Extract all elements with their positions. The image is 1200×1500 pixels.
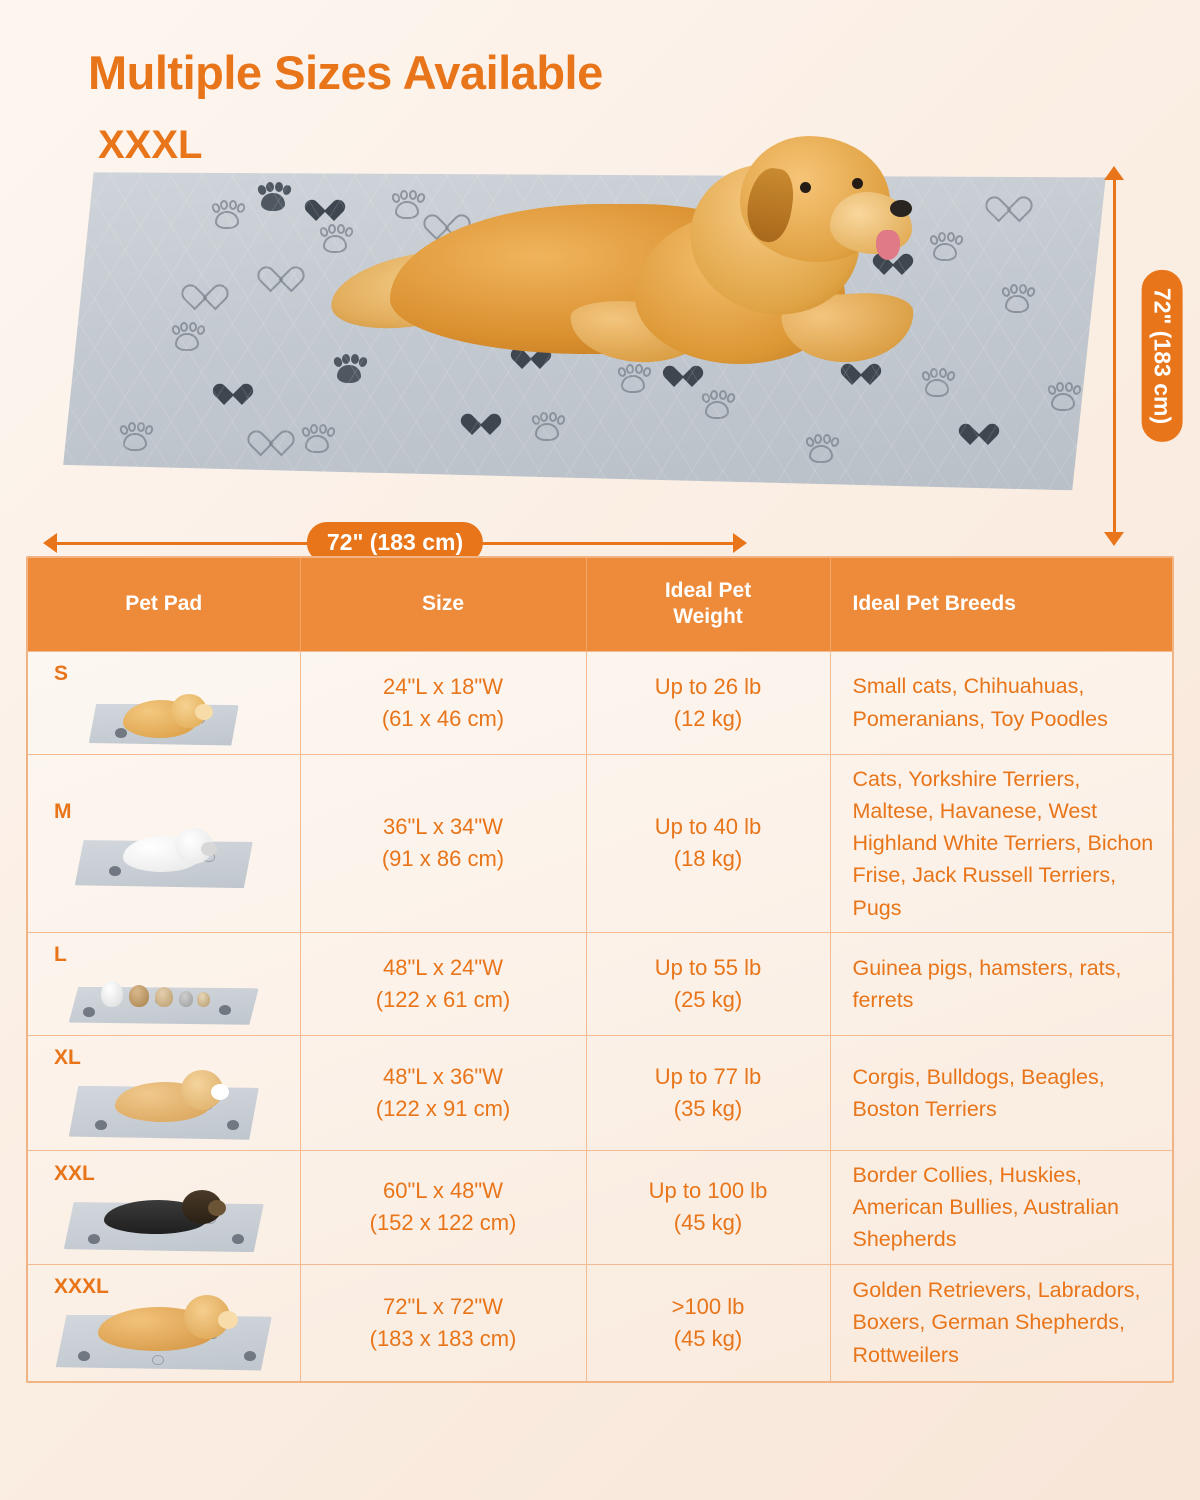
column-header-breeds: Ideal Pet Breeds <box>830 558 1172 651</box>
table-row <box>28 1035 1172 1150</box>
weight-line-2: (45 kg) <box>673 1210 743 1236</box>
weight-line-2: (35 kg) <box>673 1095 743 1121</box>
breeds-text: Cats, Yorkshire Terriers, Maltese, Havanese, West Highland White Terriers, Bichon Frise, Jack Russell Terriers, Pugs <box>852 766 1154 920</box>
height-dimension <box>1082 176 1176 536</box>
size-line-2: (91 x 86 cm) <box>381 846 505 872</box>
cell-breeds <box>830 1150 1172 1264</box>
size-code-label: XL <box>54 1045 81 1069</box>
column-header-weight <box>586 558 830 651</box>
size-line-1: 36"L x 34"W <box>383 814 503 840</box>
size-line-2: (61 x 46 cm) <box>381 705 505 731</box>
arrow-right-icon <box>733 533 747 553</box>
cell-breeds <box>830 932 1172 1035</box>
width-dimension-label: 72" (183 cm) <box>307 522 483 563</box>
breeds-text: Border Collies, Huskies, American Bullies, Australian Shepherds <box>852 1162 1119 1252</box>
size-code-label: XXL <box>54 1162 95 1186</box>
cell-pad-thumb <box>28 1150 300 1264</box>
cell-size <box>300 651 586 754</box>
size-code-label: S <box>54 661 69 685</box>
column-header-weight-line2: Weight <box>673 605 743 629</box>
weight-line-1: Up to 26 lb <box>654 673 762 699</box>
weight-line-2: (25 kg) <box>673 986 743 1012</box>
table-row <box>28 754 1172 932</box>
size-line-2: (122 x 61 cm) <box>375 986 511 1012</box>
column-header-pet-pad: Pet Pad <box>28 558 300 651</box>
cell-size <box>300 1264 586 1381</box>
table-row <box>28 1264 1172 1381</box>
cell-pad-thumb <box>28 651 300 754</box>
pad-thumbnail-xxl <box>64 1188 264 1254</box>
page-title: Multiple Sizes Available <box>88 46 603 99</box>
weight-line-1: Up to 100 lb <box>648 1178 768 1204</box>
weight-line-1: Up to 40 lb <box>654 814 762 840</box>
cell-weight <box>586 932 830 1035</box>
table-row <box>28 651 1172 754</box>
cell-weight <box>586 1264 830 1381</box>
weight-line-1: Up to 77 lb <box>654 1063 762 1089</box>
weight-line-2: (12 kg) <box>673 705 743 731</box>
cell-weight <box>586 1035 830 1150</box>
breeds-text: Corgis, Bulldogs, Beagles, Boston Terriers <box>852 1064 1105 1121</box>
pad-thumbnail-l <box>69 969 259 1027</box>
breeds-text: Small cats, Chihuahuas, Pomeranians, Toy Poodles <box>852 674 1108 731</box>
cell-pad-thumb <box>28 932 300 1035</box>
size-chart-table <box>26 556 1174 1383</box>
cell-pad-thumb <box>28 754 300 932</box>
golden-retriever-illustration <box>390 134 910 394</box>
size-line-2: (122 x 91 cm) <box>375 1095 511 1121</box>
hero-image <box>0 172 1200 572</box>
column-header-size: Size <box>300 558 586 651</box>
size-code-label: M <box>54 800 72 824</box>
weight-line-2: (45 kg) <box>673 1325 743 1351</box>
pad-thumbnail-xxxl <box>56 1301 272 1373</box>
cell-pad-thumb <box>28 1035 300 1150</box>
weight-line-1: Up to 55 lb <box>654 954 762 980</box>
cell-pad-thumb <box>28 1264 300 1381</box>
featured-size-label: XXXL <box>98 123 203 168</box>
size-code-label: L <box>54 942 67 966</box>
cell-weight <box>586 754 830 932</box>
cell-breeds <box>830 651 1172 754</box>
size-line-1: 48"L x 36"W <box>383 1063 503 1089</box>
cell-weight <box>586 1150 830 1264</box>
cell-size <box>300 1150 586 1264</box>
pad-thumbnail-m <box>75 826 253 888</box>
weight-line-1: >100 lb <box>671 1293 745 1319</box>
size-line-1: 48"L x 24"W <box>383 954 503 980</box>
cell-breeds <box>830 1264 1172 1381</box>
pad-thumbnail-xl <box>69 1072 259 1142</box>
size-line-2: (152 x 122 cm) <box>369 1210 517 1236</box>
arrow-down-icon <box>1104 532 1124 546</box>
size-code-label: XXXL <box>54 1274 109 1298</box>
size-line-1: 60"L x 48"W <box>383 1178 503 1204</box>
column-header-weight-line1: Ideal Pet <box>664 579 752 602</box>
cell-breeds <box>830 1035 1172 1150</box>
pad-thumbnail-s <box>89 688 239 746</box>
cell-weight <box>586 651 830 754</box>
weight-line-2: (18 kg) <box>673 846 743 872</box>
size-line-1: 24"L x 18"W <box>383 673 503 699</box>
size-line-1: 72"L x 72"W <box>383 1293 503 1319</box>
height-dimension-label: 72" (183 cm) <box>1142 270 1183 442</box>
cell-size <box>300 1035 586 1150</box>
table-row <box>28 1150 1172 1264</box>
breeds-text: Guinea pigs, hamsters, rats, ferrets <box>852 955 1122 1012</box>
table-row <box>28 932 1172 1035</box>
cell-size <box>300 754 586 932</box>
cell-breeds <box>830 754 1172 932</box>
size-line-2: (183 x 183 cm) <box>369 1325 517 1351</box>
table-header-row <box>28 558 1172 651</box>
breeds-text: Golden Retrievers, Labradors, Boxers, German Shepherds, Rottweilers <box>852 1278 1141 1367</box>
cell-size <box>300 932 586 1035</box>
xxxl-pad-illustration <box>60 172 1110 492</box>
